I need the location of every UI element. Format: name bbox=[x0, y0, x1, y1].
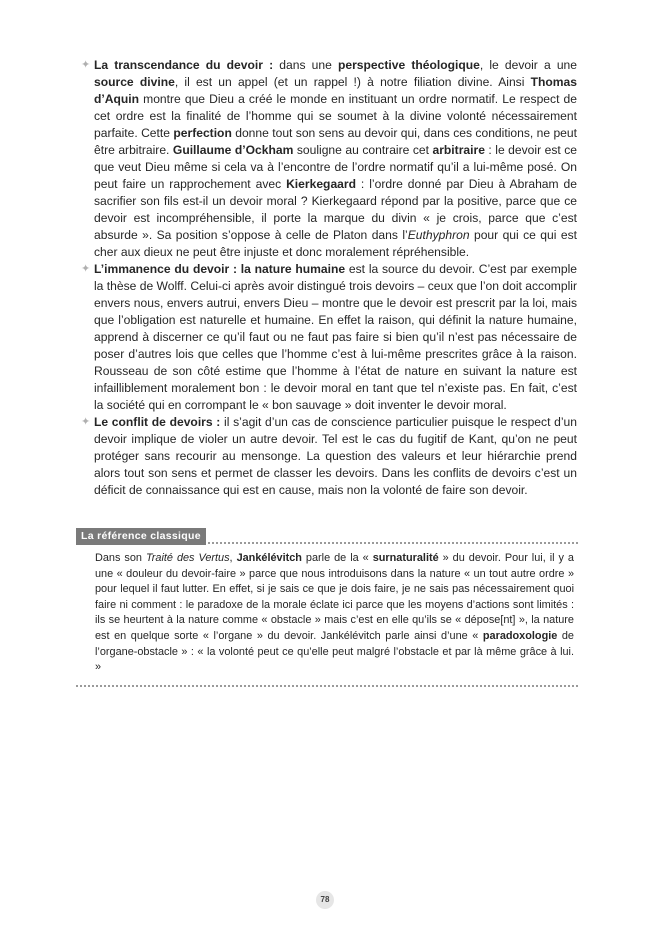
body-text: , il est un appel (et un rappel !) à notre filiation divine. Ainsi bbox=[174, 75, 531, 89]
body-text: Dans son bbox=[95, 552, 146, 564]
reference-header bbox=[76, 528, 578, 545]
bullet-text bbox=[94, 58, 577, 259]
bullet-conflit bbox=[80, 414, 577, 499]
bullet-dot-icon: ✦ bbox=[81, 59, 91, 71]
bold-text: source divine bbox=[94, 75, 175, 89]
bullet-list bbox=[80, 57, 577, 499]
body-text: dans une bbox=[273, 58, 338, 72]
body-text: souligne au contraire cet bbox=[293, 143, 433, 157]
bullet-transcendance bbox=[80, 57, 577, 261]
body-text: il s’agit d’un cas de conscience particulier puisque le respect d’un devoir implique de violer un autre devoir. Tel est le cas du fugitif de Kant, qu’on ne peut protéger sans recourir au mensonge. La question des valeurs et leur hiérarchie prend alors tout son sens et permet de classer les devoirs. Dans les conflits de devoirs c’est un déficit de connaissance qui est en cause, mais non la volonté de faire son devoir. bbox=[94, 415, 577, 497]
bold-text: Le conflit de devoirs : bbox=[94, 415, 221, 429]
reference-box bbox=[76, 528, 578, 676]
bullet-text bbox=[94, 415, 577, 497]
reference-text bbox=[76, 545, 578, 676]
body-text: : l’ordre donné par Dieu à Abraham de sacrifier son fils est-il un devoir moral ? Kierkegaard répond par la positive, parce que ce devoir est incompréhensible, il porte la marque du divin « je crois, parce que c’est absurde ». Sa position s’oppose à celle de Platon dans l’ bbox=[94, 177, 577, 242]
body-text: pour qui ce qui est cher aux dieux ne peut être injuste et donc moralement répréhensible. bbox=[94, 228, 577, 259]
bold-text: arbitraire bbox=[432, 143, 485, 157]
body-text: donne tout son sens au devoir qui, dans ces conditions, ne peut être arbitraire. bbox=[94, 126, 577, 157]
bullet-dot-icon: ✦ bbox=[81, 416, 91, 428]
body-text: , le devoir a une bbox=[479, 58, 578, 72]
bold-text: perfection bbox=[173, 126, 232, 140]
dotted-divider bbox=[208, 542, 578, 544]
bold-text: paradoxologie bbox=[482, 629, 558, 642]
bold-text: Kierkegaard bbox=[286, 177, 356, 191]
bold-text: surnaturalité bbox=[372, 552, 439, 564]
bold-text: L’immanence du devoir : la nature humaine bbox=[94, 262, 346, 276]
body-text: de l’organe-obstacle » : « la volonté peut ce qu’elle peut malgré l’obstacle et par là même grâce à lui. » bbox=[95, 629, 574, 674]
body-text: est la source du devoir. C’est par exemple la thèse de Wolff. Celui-ci après avoir distingué trois devoirs – ceux que l’on doit accomplir envers nous, envers autrui, envers Dieu – montre que le devoir est prescrit par la loi, mais que l’obligation est naturelle et humaine. En effet la raison, qui définit la nature humaine, apprend à discerner ce qu’il faut ou ne faut pas faire si bien qu’il n’est pas nécessaire de poser d’autres lois que celles que l’homme c’est à lui-même prescrites grâce à la raison. Rousseau de son côté estime que l’homme à l’état de nature en suivant la nature est infailliblement moralement bon : le devoir moral en tant que tel n’existe pas. En fait, c’est la société qui en corrompant le « bon sauvage » doit inventer le devoir moral. bbox=[94, 262, 577, 412]
italic-text: Traité des Vertus bbox=[145, 552, 230, 564]
reference-label: La référence classique bbox=[76, 528, 206, 545]
italic-text: Euthyphron bbox=[407, 228, 470, 242]
body-text: : le devoir est ce que veut Dieu même si cela va à l’encontre de l’ordre normatif qu’il a lui-même posé. On peut faire un rapprochement avec bbox=[94, 143, 577, 191]
body-text: montre que Dieu a créé le monde en instituant un ordre normatif. Le respect de cet ordre est la finalité de l’homme qui se soumet à la divine volonté nécessairement parfaite. Cette bbox=[94, 92, 577, 140]
body-text: parle de la « bbox=[301, 552, 373, 564]
body-text: , bbox=[229, 552, 237, 564]
reference-bottom-divider bbox=[76, 685, 578, 687]
bullet-immanence bbox=[80, 261, 577, 414]
bold-text: perspective théologique bbox=[337, 58, 480, 72]
page-number: 78 bbox=[316, 891, 334, 909]
bold-text: Jankélévitch bbox=[236, 552, 302, 564]
bold-text: La transcendance du devoir : bbox=[94, 58, 274, 72]
bold-text: Guillaume d’Ockham bbox=[172, 143, 294, 157]
bullet-dot-icon: ✦ bbox=[81, 263, 91, 275]
bold-text: Thomas d’Aquin bbox=[94, 75, 577, 106]
body-text: » du devoir. Pour lui, il y a une « douleur du devoir-faire » parce que nous introduisons dans la nature « un tout autre ordre » pour lequel il faut lutter. En effet, si je sais ce que je dois faire, je ne sais pas nécessairement quoi faire ni comment : le paradoxe de la morale éclate ici parce que les moyens d’actions sont limités : ils se heurtent à la nature comme « obstacle » mais c’est en elle qu’ils se « dépose[nt] », la nature est en quelque sorte « l’organe » du devoir. Jankélévitch parle ainsi d’une « bbox=[95, 552, 574, 642]
bullet-text bbox=[94, 262, 577, 412]
